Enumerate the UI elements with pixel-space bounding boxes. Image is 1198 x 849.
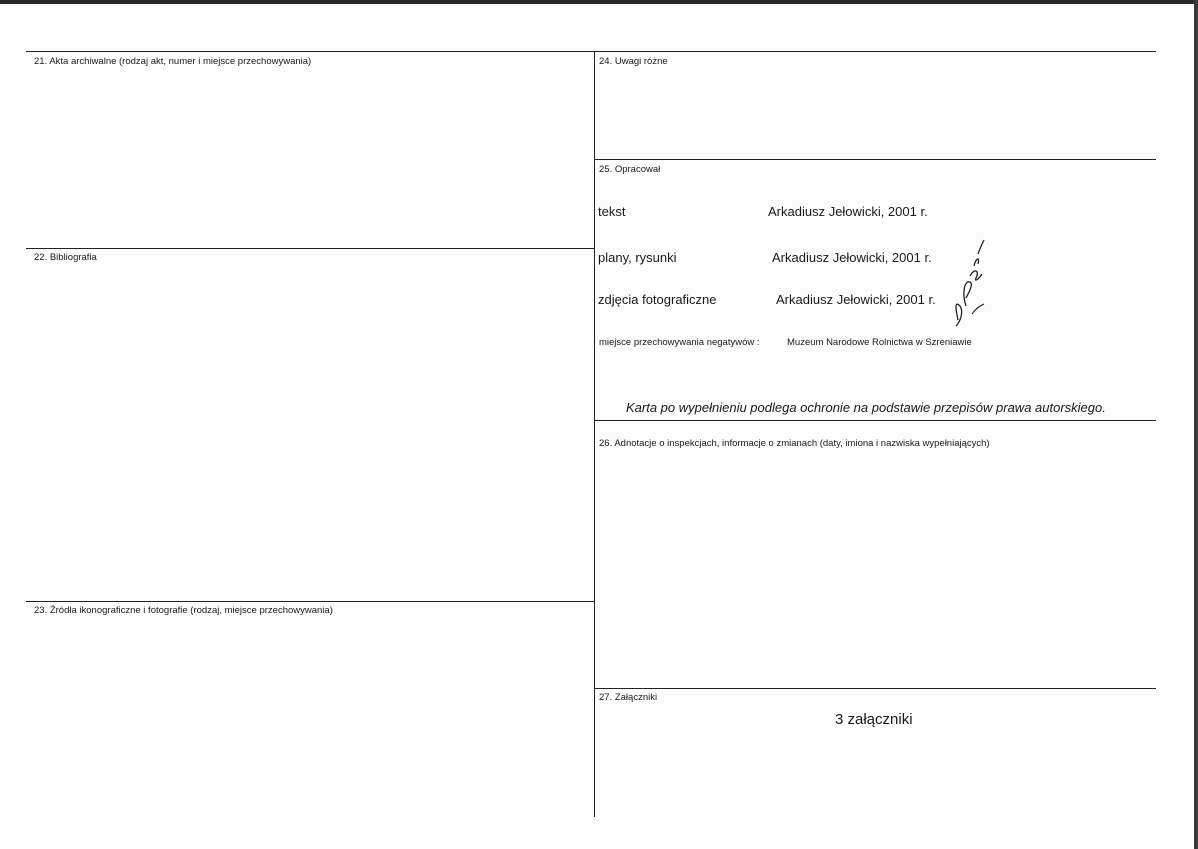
section-23-title: 23. Źródła ikonograficzne i fotografie (rodzaj, miejsce przechowywania) <box>34 605 333 616</box>
zalaczniki-value: 3 załączniki <box>835 711 913 728</box>
scan-edge-top <box>0 0 1198 4</box>
section-26-title: 26. Adnotacje o inspekcjach, informacje o zmianach (daty, imiona i nazwiska wypełniających) <box>599 438 990 449</box>
tekst-label: tekst <box>598 204 626 219</box>
section-23-rule <box>26 601 594 602</box>
negatywy-label: miejsce przechowywania negatywów : <box>599 337 760 348</box>
plany-label: plany, rysunki <box>598 250 677 265</box>
zdjecia-value: Arkadiusz Jełowicki, 2001 r. <box>776 292 936 307</box>
section-27-title: 27. Załączniki <box>599 692 658 703</box>
zdjecia-label: zdjęcia fotograficzne <box>598 292 717 307</box>
section-25-rule <box>594 159 1156 160</box>
section-22-rule <box>26 248 594 249</box>
section-21-title: 21. Akta archiwalne (rodzaj akt, numer i miejsce przechowywania) <box>34 56 312 67</box>
top-rule <box>26 51 1156 52</box>
section-26-rule <box>594 420 1156 421</box>
handwritten-signature <box>944 236 990 332</box>
copyright-note: Karta po wypełnieniu podlega ochronie na podstawie przepisów prawa autorskiego. <box>626 400 1106 415</box>
center-divider <box>594 51 595 817</box>
scan-edge-right <box>1194 0 1198 849</box>
tekst-value: Arkadiusz Jełowicki, 2001 r. <box>768 204 928 219</box>
plany-value: Arkadiusz Jełowicki, 2001 r. <box>772 250 932 265</box>
section-27-rule <box>594 688 1156 689</box>
section-24-title: 24. Uwagi różne <box>599 56 668 67</box>
section-22-title: 22. Bibliografia <box>34 252 97 263</box>
negatywy-value: Muzeum Narodowe Rolnictwa w Szreniawie <box>787 337 972 348</box>
section-25-title: 25. Opracował <box>599 164 661 175</box>
